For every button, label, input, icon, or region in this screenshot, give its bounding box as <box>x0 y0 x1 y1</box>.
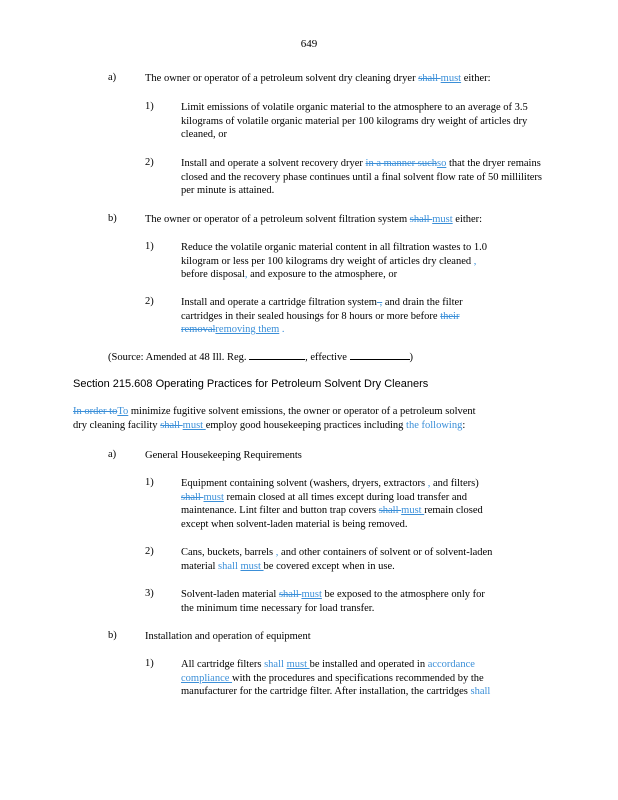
item-a2-text-608: Cans, buckets, barrels , and other containers of solvent or of solvent-laden material shall must be covered except when in use. <box>181 547 493 572</box>
item-b2-text: Install and operate a cartridge filtration system , and drain the filter cartridges in their sealed housings for 8 hours or more before their removalremoving them . <box>181 297 463 336</box>
item-b1-number-608: 1) <box>145 658 154 669</box>
item-a1-number: 1) <box>145 101 154 112</box>
item-a1-number-608: 1) <box>145 477 154 488</box>
subsection-b-text: The owner or operator of a petroleum solvent filtration system shall must either: <box>145 214 483 225</box>
deleted-text: shall <box>409 214 433 225</box>
subsection-b-label: b) <box>108 213 117 224</box>
item-a1-text: Limit emissions of volatile organic material to the atmosphere to an average of 3.5 kilograms of volatile organic material per 100 kilograms dry weight of articles dry cleaned, or <box>181 102 528 141</box>
subsection-b-label-608: b) <box>108 630 117 641</box>
item-a2-text: Install and operate a solvent recovery dryer in a manner suchso that the dryer remains closed and the recovery phase continues until a final solvent flow rate of 50 milliliters per minute is attained. <box>181 158 542 197</box>
inserted-text: so <box>436 158 447 169</box>
deleted-text: in a manner such <box>365 158 437 169</box>
item-a3-text-608: Solvent-laden material shall must be exposed to the atmosphere only for the minimum time necessary for load transfer. <box>181 589 485 614</box>
item-b1-number: 1) <box>145 241 154 252</box>
subsection-a-title: General Housekeeping Requirements <box>145 450 302 461</box>
item-b1-text-608: All cartridge filters shall must be installed and operated in accordance compliance with the procedures and specifications recommended by the manufacturer for the cartridge filter. After installation, the cartridges shall <box>181 659 491 698</box>
inserted-text: must <box>432 214 453 225</box>
subsection-b-title: Installation and operation of equipment <box>145 631 311 642</box>
source-note: (Source: Amended at 48 Ill. Reg. , effective ) <box>108 352 414 363</box>
subsection-a-label: a) <box>108 72 117 83</box>
intro-paragraph: In order toTo minimize fugitive solvent emissions, the owner or operator of a petroleum solvent dry cleaning facility shall must employ good housekeeping practices including the following: <box>73 406 476 431</box>
blank-line <box>350 350 410 360</box>
blank-line <box>249 350 305 360</box>
subsection-a-text: The owner or operator of a petroleum solvent dry cleaning dryer shall must either: <box>145 73 491 84</box>
section-heading: Section 215.608 Operating Practices for Petroleum Solvent Dry Cleaners <box>73 378 429 390</box>
item-b2-number: 2) <box>145 296 154 307</box>
item-a3-number-608: 3) <box>145 588 154 599</box>
item-a2-number-608: 2) <box>145 546 154 557</box>
item-a2-number: 2) <box>145 157 154 168</box>
item-b1-text: Reduce the volatile organic material content in all filtration wastes to 1.0 kilogram or less per 100 kilograms dry weight of articles dry cleaned , before disposal, and exposure to the atmosphere, or <box>181 242 487 281</box>
inserted-text: must <box>440 73 462 84</box>
deleted-text: shall <box>418 73 441 84</box>
item-a1-text-608: Equipment containing solvent (washers, dryers, extractors , and filters) shall must remain closed at all times except during load transfer and maintenance. Lint filter and button trap covers shall must remain closed except when solvent-laden material is being removed. <box>181 478 483 530</box>
page-number: 649 <box>300 38 318 50</box>
subsection-a-label-608: a) <box>108 449 117 460</box>
